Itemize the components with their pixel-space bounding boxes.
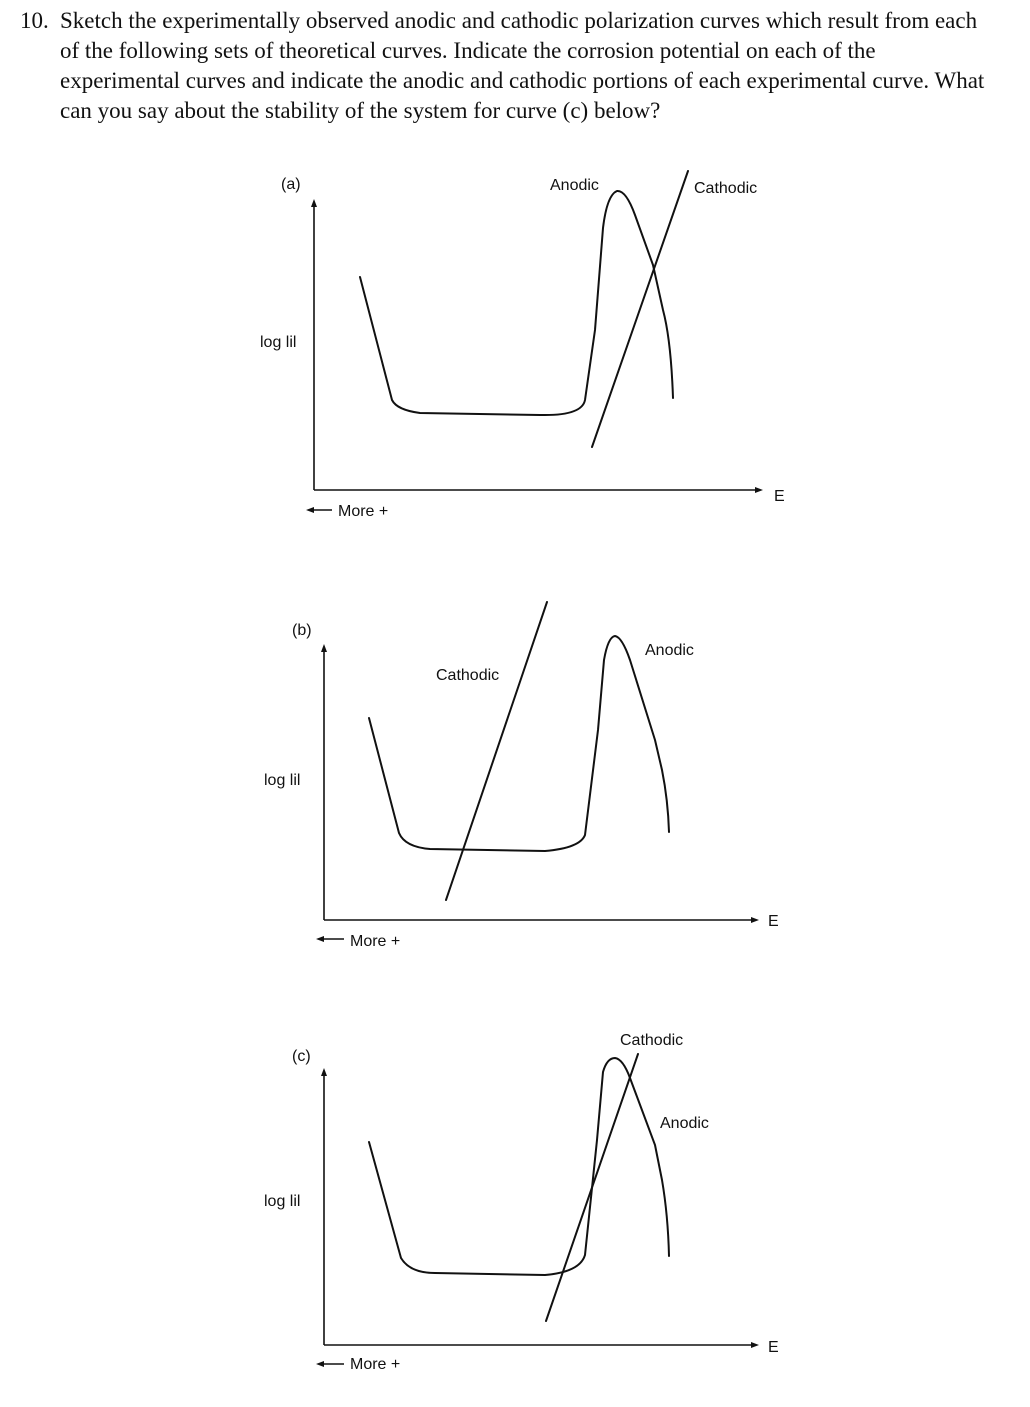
figure-a-xlabel: E [774,488,785,505]
figure-b-label: (b) [292,622,312,639]
question-number: 10. [20,8,49,33]
y-axis-arrow [321,1068,327,1076]
cathodic-line [546,1054,638,1321]
figure-c-xlabel: E [768,1339,779,1356]
figure-a-cathodic-label: Cathodic [694,180,758,197]
figure-c-label: (c) [292,1048,311,1065]
figure-b-xlabel: E [768,913,779,930]
figure-c-anodic-label: Anodic [660,1115,709,1132]
figure-b-direction-label: More + [350,933,401,950]
figure-c-ylabel: log lil [264,1193,301,1210]
figure-b-anodic-label: Anodic [645,642,694,659]
x-axis-arrow [751,1342,759,1348]
figure-c-cathodic-label: Cathodic [620,1032,684,1049]
anodic-curve [369,1058,669,1275]
more-positive-arrow-head [316,1361,324,1367]
figure-b-ylabel: log lil [264,772,301,789]
figure-a-label: (a) [281,176,301,193]
figure-b-cathodic-label: Cathodic [436,667,500,684]
question-text: Sketch the experimentally observed anodic and cathodic polarization curves which result from each of the following sets of theoretical curves. Indicate the corrosion potential on each of the experimental curves and indicate the anodic and cathodic portions of each experimental curve. What can you say about the stability of the system for curve (c) below? [60,8,985,123]
figure-a-ylabel: log lil [260,334,297,351]
figure-c-direction-label: More + [350,1356,401,1373]
figure-a-anodic-label: Anodic [550,177,599,194]
figure-a-direction-label: More + [338,503,389,520]
